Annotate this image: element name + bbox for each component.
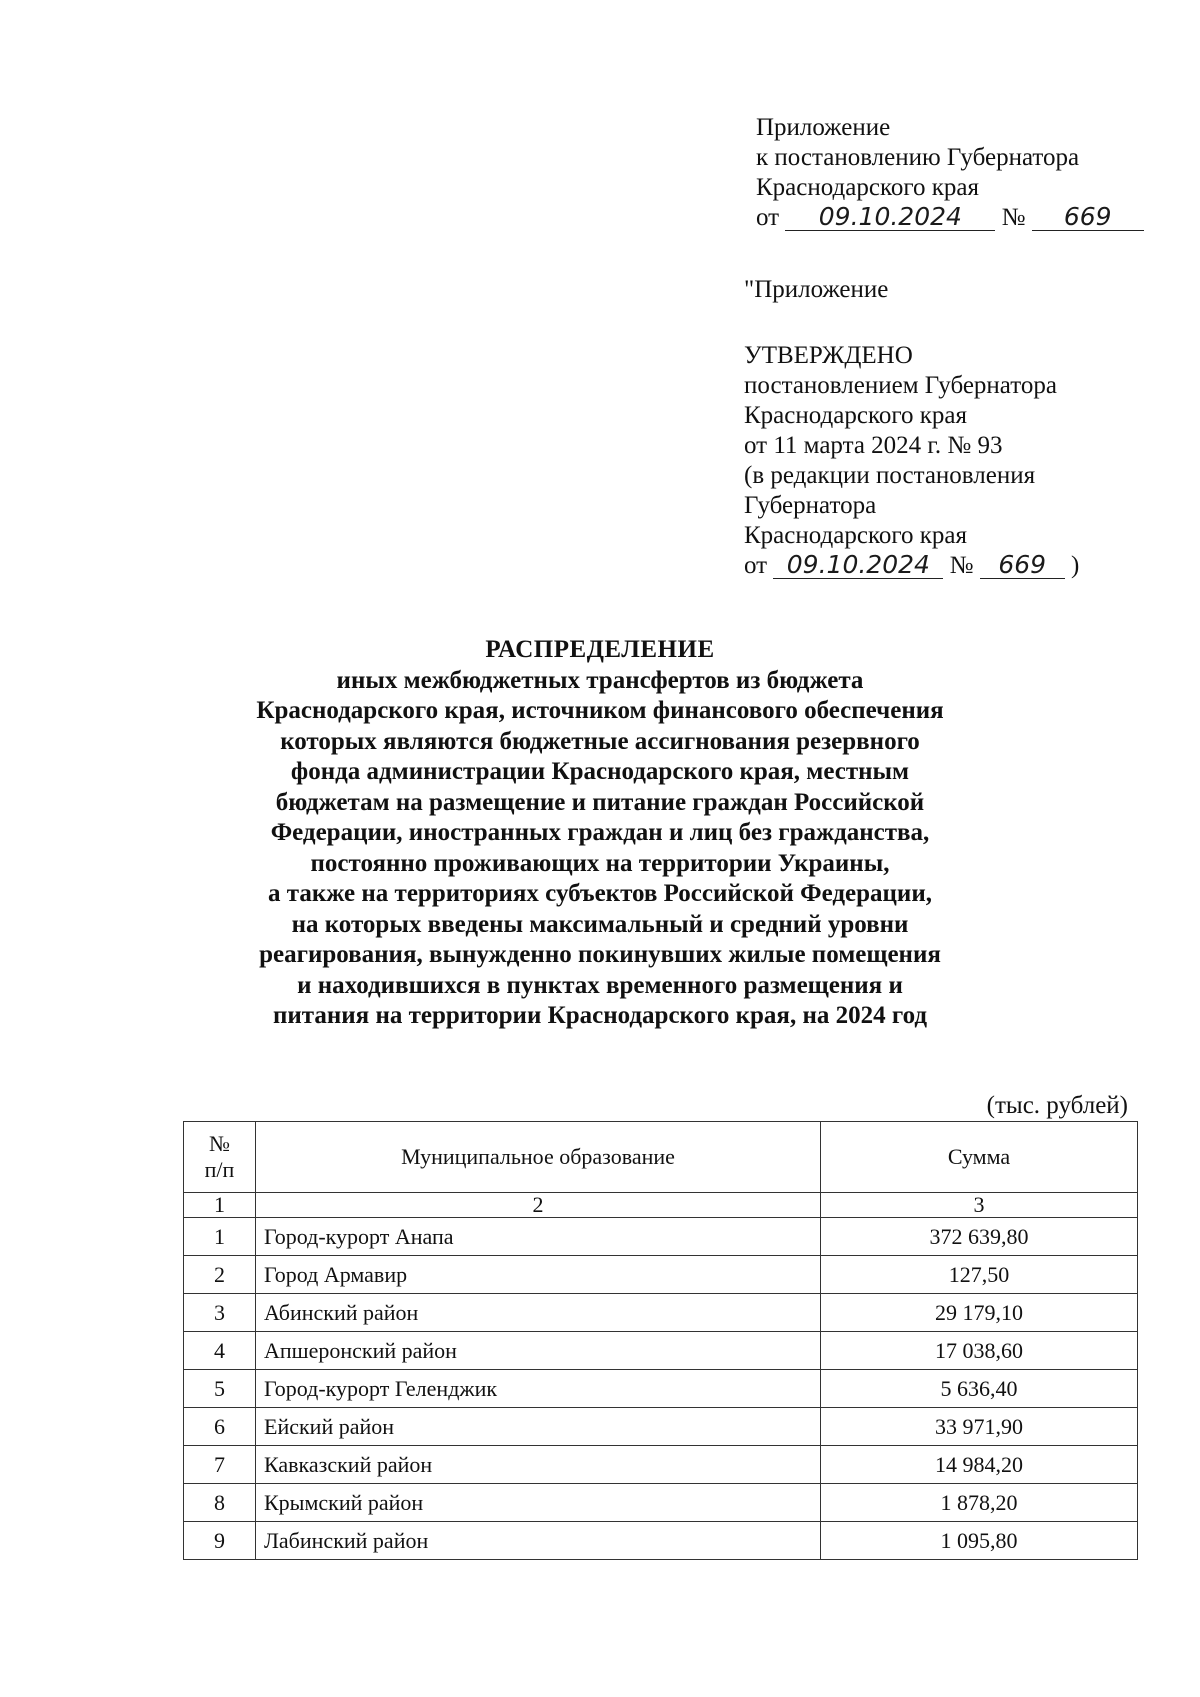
header-municipality: Муниципальное образование	[256, 1122, 821, 1193]
row-sum: 17 038,60	[821, 1332, 1138, 1370]
title-line: Краснодарского края, источником финансового обеспечения	[256, 697, 944, 724]
row-sum: 127,50	[821, 1256, 1138, 1294]
quoted-appendix-label: "Приложение	[744, 276, 889, 303]
row-sum: 372 639,80	[821, 1218, 1138, 1256]
title-main: РАСПРЕДЕЛЕНИЕ	[485, 636, 715, 663]
title-line: фонда администрации Краснодарского края, местным	[290, 758, 910, 785]
handwritten-number: 669	[980, 552, 1065, 579]
table-column-index-row	[184, 1193, 1138, 1218]
table-row	[184, 1332, 1138, 1370]
approved-line: Губернатора	[744, 492, 877, 519]
appendix-line: к постановлению Губернатора	[756, 144, 1080, 171]
row-number: 9	[184, 1522, 256, 1560]
approved-line: от 11 марта 2024 г. № 93	[744, 432, 1003, 459]
row-sum: 33 971,90	[821, 1408, 1138, 1446]
row-number: 4	[184, 1332, 256, 1370]
row-sum: 1 095,80	[821, 1522, 1138, 1560]
title-line: постоянно проживающих на территории Украины,	[310, 849, 890, 877]
row-municipality: Апшеронский район	[256, 1332, 821, 1370]
from-label: от	[756, 204, 780, 231]
column-index: 3	[821, 1193, 1138, 1218]
document-title	[160, 635, 1040, 1032]
handwritten-date: 09.10.2024	[785, 204, 995, 231]
row-municipality: Ейский район	[256, 1408, 821, 1446]
header-num-symbol: №	[209, 1131, 230, 1156]
title-line: питания на территории Краснодарского края, на 2024 год	[272, 1002, 928, 1029]
approved-line: Краснодарского края	[744, 402, 967, 429]
row-municipality: Город Армавир	[256, 1256, 821, 1294]
from-label: от	[744, 552, 768, 579]
row-number: 8	[184, 1484, 256, 1522]
row-sum: 1 878,20	[821, 1484, 1138, 1522]
row-municipality: Кавказский район	[256, 1446, 821, 1484]
row-number: 3	[184, 1294, 256, 1332]
number-label: №	[949, 552, 974, 579]
row-number: 6	[184, 1408, 256, 1446]
row-number: 1	[184, 1218, 256, 1256]
row-municipality: Город-курорт Геленджик	[256, 1370, 821, 1408]
row-municipality: Город-курорт Анапа	[256, 1218, 821, 1256]
title-line: а также на территориях субъектов Российской Федерации,	[268, 880, 932, 907]
title-line: и находившихся в пунктах временного размещения и	[297, 971, 903, 999]
appendix-date-line	[756, 203, 1144, 233]
approved-line: постановлением Губернатора	[744, 372, 1057, 399]
number-label: №	[1001, 204, 1026, 231]
title-line: которых являются бюджетные ассигнования резервного	[280, 727, 920, 755]
table-row	[184, 1294, 1138, 1332]
handwritten-number: 669	[1032, 204, 1144, 231]
row-sum: 14 984,20	[821, 1446, 1138, 1484]
table-row	[184, 1446, 1138, 1484]
title-line: на которых введены максимальный и средний уровни	[291, 910, 909, 938]
table-row	[184, 1484, 1138, 1522]
title-line: иных межбюджетных трансфертов из бюджета	[336, 666, 864, 694]
title-line: реагирования, вынужденно покинувших жилые помещения	[259, 941, 941, 968]
row-number: 7	[184, 1446, 256, 1484]
table-row	[184, 1408, 1138, 1446]
units-label: (тыс. рублей)	[986, 1092, 1128, 1119]
handwritten-date: 09.10.2024	[773, 552, 943, 579]
appendix-line: Краснодарского края	[756, 174, 979, 201]
allocation-table	[183, 1121, 1138, 1560]
column-index: 1	[184, 1193, 256, 1218]
table-row	[184, 1522, 1138, 1560]
header-sum: Сумма	[821, 1122, 1138, 1193]
row-sum: 29 179,10	[821, 1294, 1138, 1332]
appendix-header	[756, 113, 1144, 233]
approved-line: УТВЕРЖДЕНО	[744, 342, 913, 369]
appendix-line: Приложение	[756, 114, 891, 141]
approved-line: Краснодарского края	[744, 522, 967, 549]
header-num	[184, 1122, 256, 1193]
title-line: бюджетам на размещение и питание граждан Российской	[275, 788, 925, 816]
header-num-pp: п/п	[204, 1157, 235, 1182]
row-municipality: Крымский район	[256, 1484, 821, 1522]
row-municipality: Абинский район	[256, 1294, 821, 1332]
column-index: 2	[256, 1193, 821, 1218]
approved-date-line	[744, 551, 1079, 581]
row-number: 5	[184, 1370, 256, 1408]
row-municipality: Лабинский район	[256, 1522, 821, 1560]
row-sum: 5 636,40	[821, 1370, 1138, 1408]
table-row	[184, 1370, 1138, 1408]
row-number: 2	[184, 1256, 256, 1294]
title-line: Федерации, иностранных граждан и лиц без гражданства,	[270, 819, 930, 846]
closing-paren: )	[1070, 552, 1080, 579]
approval-stamp-text	[744, 341, 1079, 581]
table-row	[184, 1256, 1138, 1294]
table-header-row	[184, 1122, 1138, 1193]
table-row	[184, 1218, 1138, 1256]
approved-line: (в редакции постановления	[744, 462, 1036, 489]
